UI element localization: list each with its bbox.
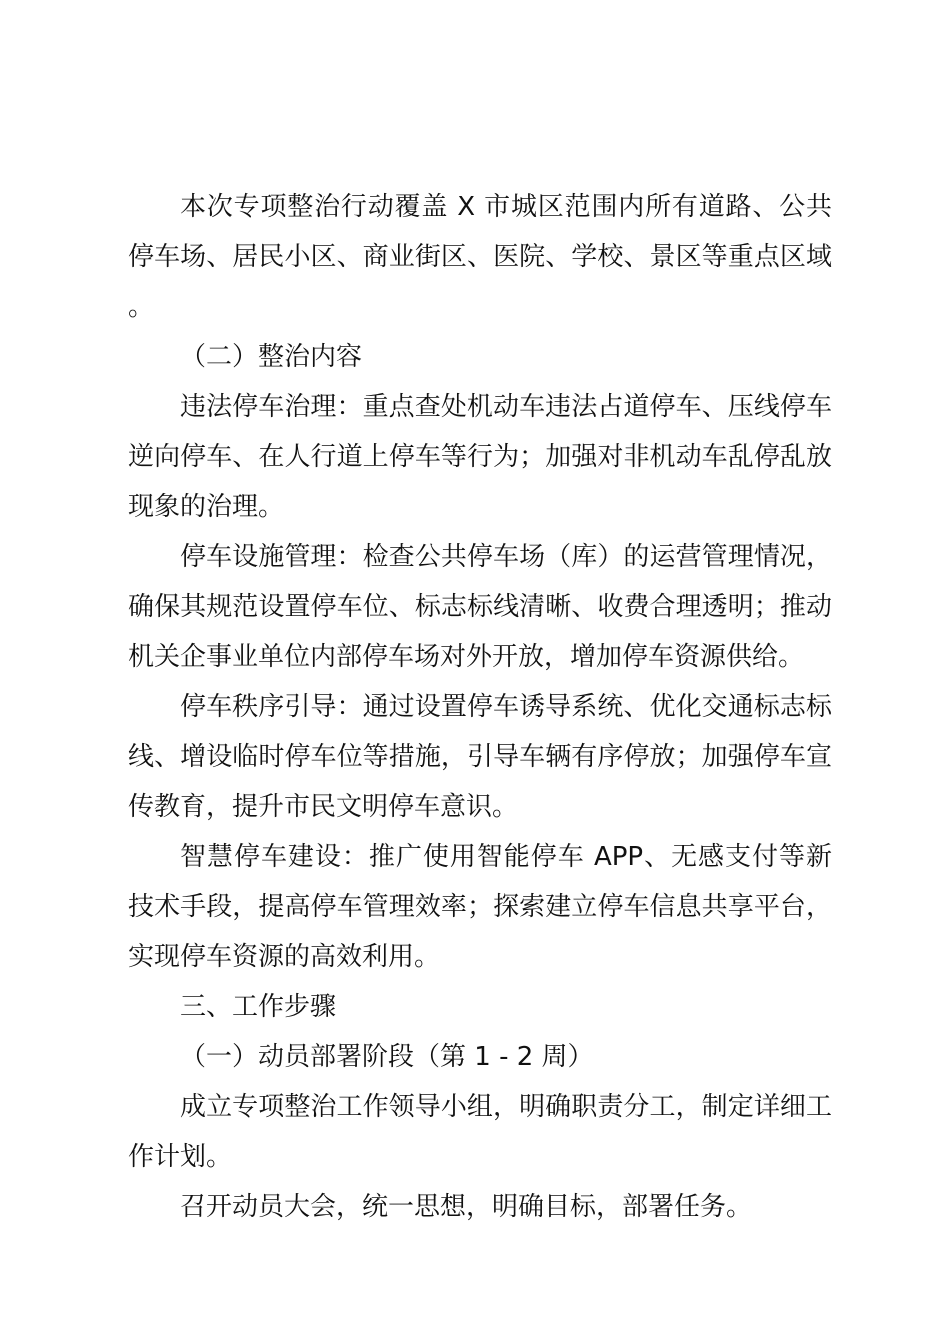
heading-work-steps: 三、工作步骤 (180, 992, 337, 1022)
document-page (128, 182, 832, 1232)
paragraph-leading-group: 成立专项整治工作领导小组，明确职责分工，制定详细工作计划。 (128, 1092, 832, 1172)
heading-rectification-content: （二）整治内容 (180, 342, 363, 372)
paragraph-illegal-parking: 违法停车治理：重点查处机动车违法占道停车、压线停车逆向停车、在人行道上停车等行为；加强对非机动车乱停乱放现象的治理。 (128, 392, 832, 522)
paragraph-facility-management: 停车设施管理：检查公共停车场（库）的运营管理情况，确保其规范设置停车位、标志标线清晰、收费合理透明；推动机关企事业单位内部停车场对外开放，增加停车资源供给。 (128, 542, 832, 672)
heading-mobilization-stage: （一）动员部署阶段（第 1 - 2 周） (180, 1042, 594, 1072)
paragraph-order-guidance: 停车秩序引导：通过设置停车诱导系统、优化交通标志标线、增设临时停车位等措施，引导车辆有序停放；加强停车宣传教育，提升市民文明停车意识。 (128, 692, 832, 822)
paragraph-smart-parking: 智慧停车建设：推广使用智能停车 APP、无感支付等新技术手段，提高停车管理效率；探索建立停车信息共享平台，实现停车资源的高效利用。 (128, 842, 832, 972)
paragraph-mobilization-meeting: 召开动员大会，统一思想，明确目标，部署任务。 (180, 1192, 753, 1222)
paragraph-scope: 本次专项整治行动覆盖 X 市城区范围内所有道路、公共停车场、居民小区、商业街区、医院、学校、景区等重点区域。 (128, 192, 832, 322)
